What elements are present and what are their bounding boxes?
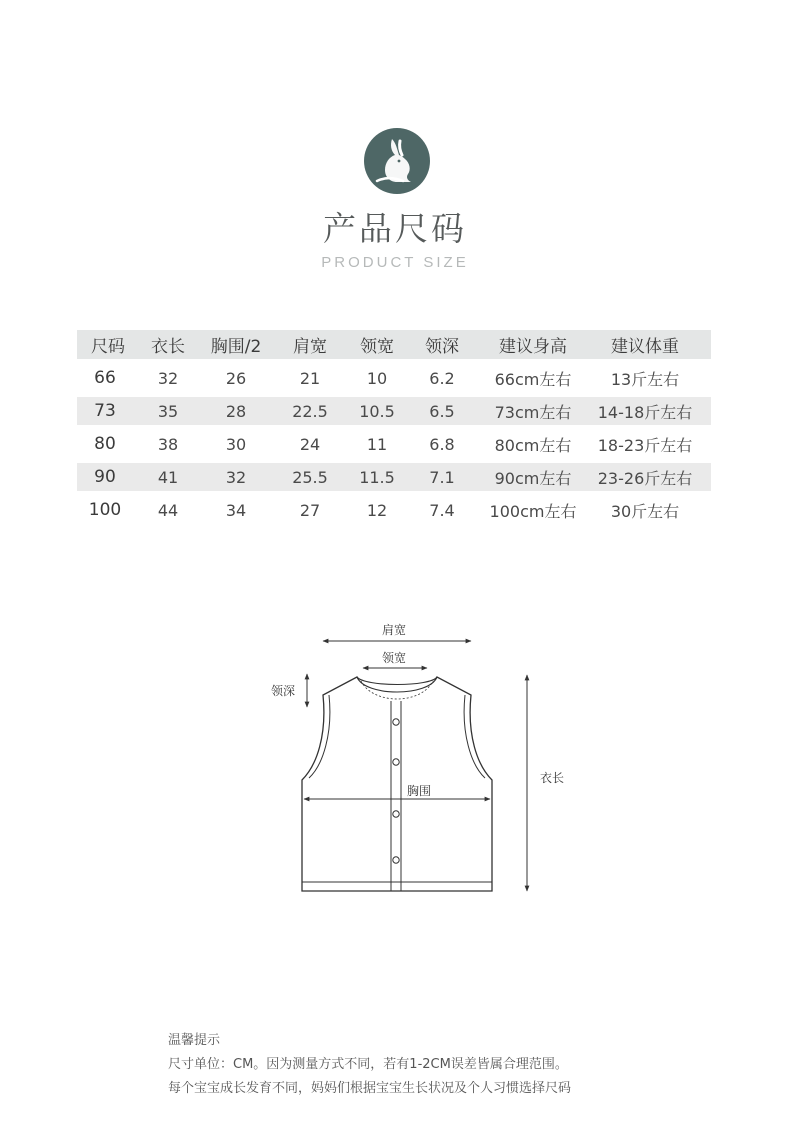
collar-depth-label: 领深 <box>271 684 296 698</box>
table-cell: 21 <box>299 368 321 388</box>
collar-width-label: 领宽 <box>381 651 407 665</box>
column-header: 胸围/2 <box>210 337 262 357</box>
table-cell: 34 <box>225 500 247 520</box>
table-cell: 11.5 <box>359 467 395 487</box>
column-header: 衣长 <box>151 337 185 357</box>
tips-heading: 温馨提示 <box>168 1033 221 1048</box>
column-header: 建议体重 <box>611 337 679 357</box>
column-header: 肩宽 <box>293 337 327 357</box>
table-row <box>77 397 711 425</box>
table-cell: 73cm左右 <box>494 402 572 422</box>
table-cell: 66cm左右 <box>494 369 572 389</box>
table-cell: 25.5 <box>292 467 328 487</box>
table-cell: 12 <box>366 500 388 520</box>
table-cell: 38 <box>157 434 179 454</box>
shoulder-width-label: 肩宽 <box>381 623 407 637</box>
chest-label: 胸围 <box>406 784 432 798</box>
table-header-row <box>77 330 711 359</box>
vest-button <box>393 811 399 817</box>
table-cell: 10 <box>366 368 388 388</box>
table-cell: 28 <box>225 401 247 421</box>
table-cell: 6.8 <box>429 434 455 454</box>
size-cell: 80 <box>94 434 116 454</box>
vest-measurement-diagram <box>265 615 595 905</box>
column-header: 领深 <box>425 337 459 357</box>
table-row <box>77 496 711 524</box>
size-cell: 73 <box>94 401 116 421</box>
body-length-label: 衣长 <box>540 771 565 785</box>
table-row <box>77 463 711 491</box>
table-cell: 26 <box>225 368 247 388</box>
table-cell: 10.5 <box>359 401 395 421</box>
page-subtitle: PRODUCT SIZE <box>321 254 469 271</box>
table-cell: 24 <box>299 434 321 454</box>
table-cell: 13斤左右 <box>610 369 680 389</box>
table-cell: 7.1 <box>429 467 455 487</box>
table-row <box>77 364 711 392</box>
table-cell: 23-26斤左右 <box>597 468 693 488</box>
table-cell: 18-23斤左右 <box>597 435 693 455</box>
table-cell: 44 <box>157 500 179 520</box>
table-cell: 30斤左右 <box>610 501 680 521</box>
table-cell: 27 <box>299 500 321 520</box>
table-cell: 90cm左右 <box>494 468 572 488</box>
table-cell: 100cm左右 <box>489 501 577 521</box>
tips-line-1: 尺寸单位：CM。因为测量方式不同，若有1-2CM误差皆属合理范围。 <box>168 1057 568 1072</box>
vest-button <box>393 719 399 725</box>
tips-section <box>168 1029 571 1101</box>
table-cell: 22.5 <box>292 401 328 421</box>
rabbit-logo-icon <box>363 127 431 195</box>
column-header: 领宽 <box>360 337 394 357</box>
size-cell: 90 <box>94 467 116 487</box>
page-title: 产品尺码 <box>323 209 467 248</box>
table-cell: 6.5 <box>429 401 455 421</box>
table-cell: 32 <box>157 368 179 388</box>
vest-button <box>393 759 399 765</box>
table-cell: 35 <box>157 401 179 421</box>
column-header: 建议身高 <box>499 337 567 357</box>
vest-button <box>393 857 399 863</box>
table-cell: 30 <box>225 434 247 454</box>
table-cell: 80cm左右 <box>494 435 572 455</box>
table-row <box>77 430 711 458</box>
column-header: 尺码 <box>91 337 125 357</box>
tips-line-2: 每个宝宝成长发育不同，妈妈们根据宝宝生长状况及个人习惯选择尺码 <box>168 1081 572 1096</box>
size-cell: 66 <box>94 368 116 388</box>
size-cell: 100 <box>88 500 122 520</box>
table-cell: 41 <box>157 467 179 487</box>
table-cell: 11 <box>366 434 388 454</box>
table-cell: 7.4 <box>429 500 455 520</box>
size-table <box>77 330 711 529</box>
table-cell: 14-18斤左右 <box>597 402 693 422</box>
table-cell: 32 <box>225 467 247 487</box>
table-cell: 6.2 <box>429 368 455 388</box>
